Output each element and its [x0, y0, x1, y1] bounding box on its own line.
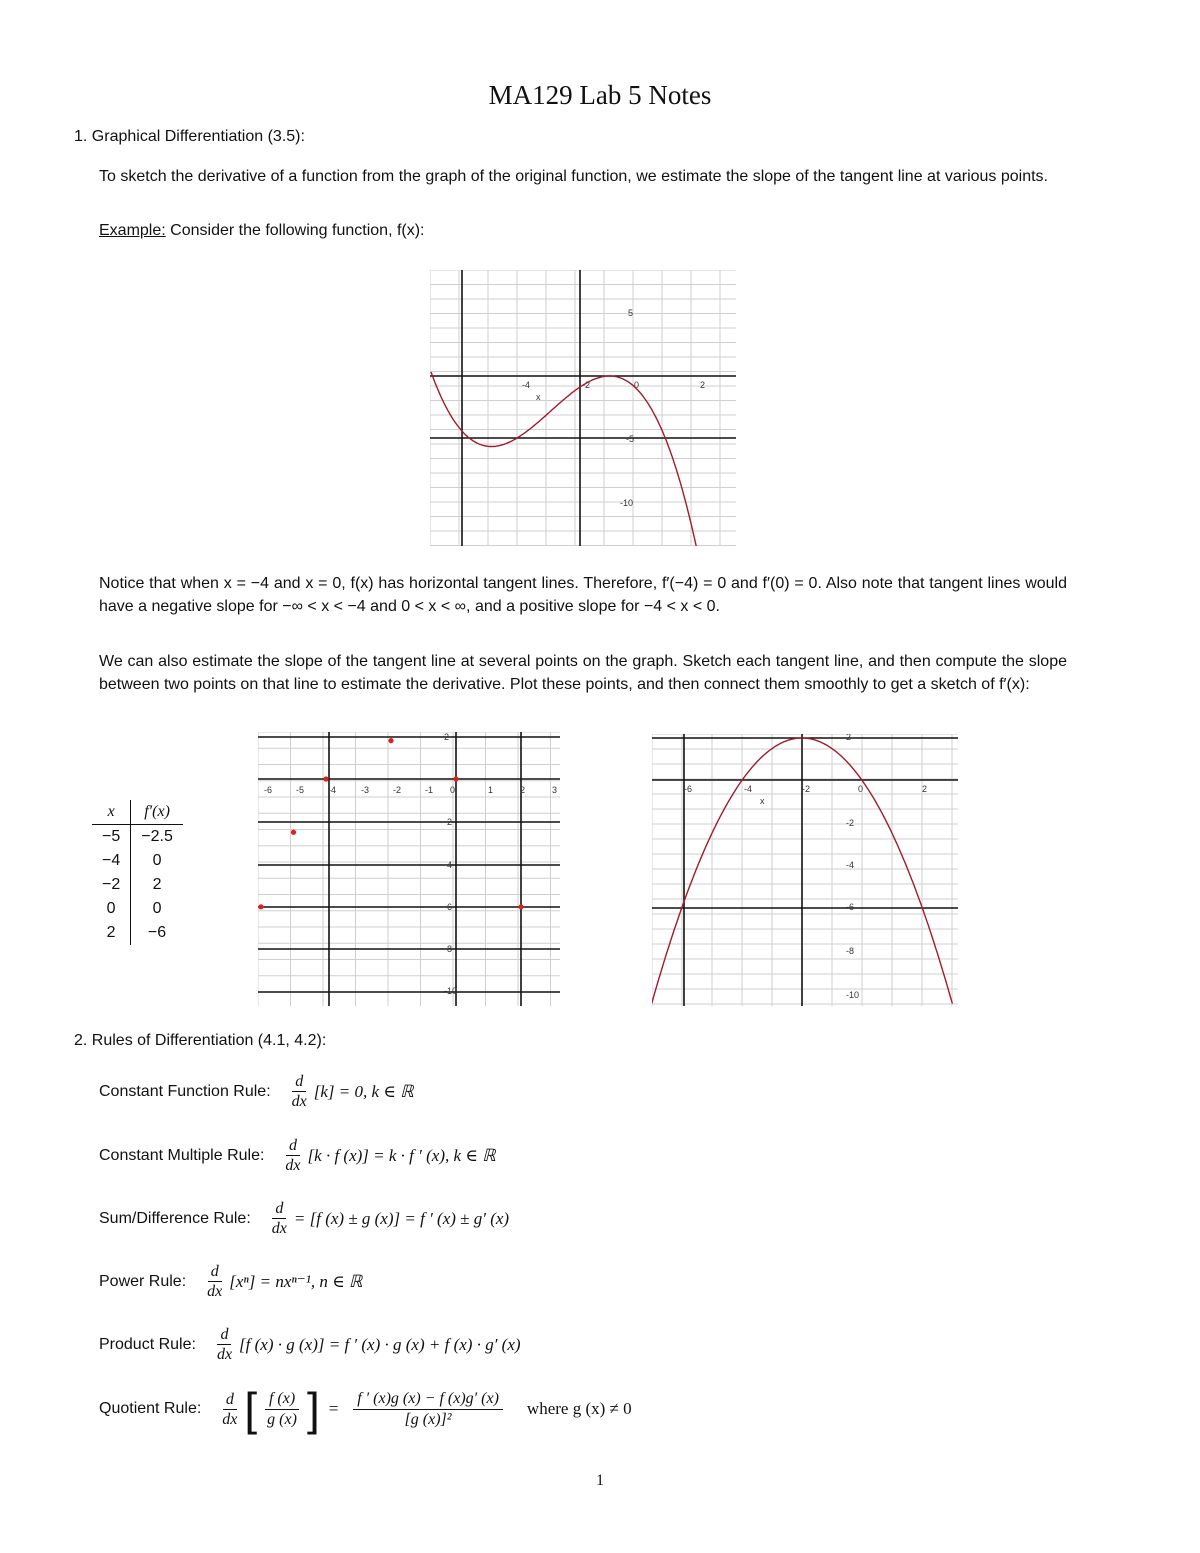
- dx-text: dx: [285, 1157, 301, 1174]
- tick-label: -5: [296, 785, 305, 795]
- graph-derivative-points: [258, 732, 560, 1006]
- table-cell: 0: [152, 900, 162, 917]
- tick-label: -1: [425, 785, 434, 795]
- tick-label: -6: [684, 784, 693, 794]
- equals-sign: =: [327, 1399, 340, 1418]
- graph-f-of-x: [430, 270, 736, 546]
- rule-expression: = [f (x) ± g (x)] = f ′ (x) ± g′ (x): [293, 1208, 510, 1228]
- table-cell: −4: [92, 849, 131, 873]
- d-text: d: [217, 1325, 231, 1345]
- page-number: 1: [596, 1472, 604, 1489]
- tick-label: -8: [444, 944, 453, 954]
- d-text: d: [286, 1136, 300, 1156]
- tick-label: 2: [846, 734, 852, 742]
- tick-label: x: [760, 796, 765, 806]
- tick-label: 0: [450, 785, 456, 795]
- tick-label: -8: [846, 946, 855, 956]
- table-row: [92, 897, 183, 921]
- inner-denominator: g (x): [267, 1410, 297, 1428]
- data-point: [388, 738, 393, 743]
- tick-label: -2: [846, 818, 855, 828]
- rule-sum-difference: [99, 1199, 509, 1238]
- tick-label: -6: [444, 902, 453, 912]
- rule-label: Power Rule:: [99, 1272, 187, 1290]
- left-bracket: [: [244, 1383, 258, 1435]
- data-point: [323, 776, 328, 781]
- tick-label: -6: [264, 785, 273, 795]
- tick-label: -5: [626, 434, 635, 444]
- ddx-operator: [269, 1199, 290, 1238]
- tick-label: 3: [552, 785, 558, 795]
- notice-paragraph: Notice that when x = −4 and x = 0, f(x) has horizontal tangent lines. Therefore, f′(−4) = 0 and f′(0) = 0. Also note that tangent lines would have a negative slope for −∞ < x < −4 and 0 < x < ∞, and a positive slope for −4 < x < 0.: [99, 575, 1067, 615]
- dx-text: dx: [222, 1410, 238, 1428]
- rule-label: Constant Function Rule:: [99, 1082, 271, 1100]
- rule-expression: [f (x) · g (x)] = f ′ (x) · g (x) + f (x) · g′ (x): [239, 1334, 521, 1354]
- rule-label: Quotient Rule:: [99, 1400, 202, 1417]
- table-cell: 2: [152, 876, 162, 893]
- tick-label: 2: [520, 785, 526, 795]
- table-cell: −5: [92, 825, 131, 850]
- table-cell: 0: [152, 852, 162, 869]
- tick-label: -2: [582, 380, 591, 390]
- tick-label: 0: [858, 784, 864, 794]
- example-text: Consider the following function, f(x):: [170, 222, 425, 239]
- section-1-intro: To sketch the derivative of a function from the graph of the original function, we estimate the slope of the tangent line at various points.: [99, 168, 1048, 185]
- inner-numerator: f (x): [265, 1389, 299, 1410]
- rule-power: [99, 1262, 362, 1301]
- example-line: [99, 219, 1067, 242]
- tick-label: 2: [444, 732, 450, 742]
- data-point: [258, 904, 263, 909]
- rule-expression: [k] = 0, k ∈ ℝ: [313, 1081, 414, 1101]
- table-row: [92, 849, 183, 873]
- section-1-heading: 1. Graphical Differentiation (3.5):: [74, 128, 305, 145]
- table-cell: −2: [92, 873, 131, 897]
- right-bracket: ]: [306, 1383, 320, 1435]
- d-text: d: [292, 1072, 306, 1092]
- tick-label: -4: [328, 785, 337, 795]
- tick-label: x: [536, 392, 541, 402]
- tick-label: -6: [846, 902, 855, 912]
- d-text: d: [223, 1390, 237, 1410]
- dx-text: dx: [216, 1346, 233, 1363]
- rule-quotient: [99, 1383, 632, 1435]
- table-row: [92, 921, 183, 945]
- rule-product: [99, 1325, 521, 1364]
- tick-label: -10: [846, 990, 860, 1000]
- quotient-condition: where g (x) ≠ 0: [526, 1399, 632, 1418]
- d-text: d: [272, 1199, 286, 1219]
- table-cell: −2.5: [141, 828, 173, 845]
- tick-label: -2: [444, 817, 453, 827]
- dx-text: dx: [291, 1093, 307, 1110]
- inner-fraction: [263, 1389, 301, 1430]
- derivative-table: [92, 800, 183, 945]
- estimate-paragraph: We can also estimate the slope of the tangent line at several points on the graph. Sketch each tangent line, and then compute the slope between two points on that line to estimate the derivative. Plot these points, and then connect them smoothly to get a sketch of f′(x):: [99, 653, 1067, 693]
- section-2-heading: 2. Rules of Differentiation (4.1, 4.2):: [74, 1032, 327, 1049]
- ddx-operator: [204, 1262, 225, 1301]
- tick-label: -4: [744, 784, 753, 794]
- tick-label: -3: [361, 785, 370, 795]
- quotient-fraction: [353, 1389, 503, 1430]
- tick-label: 2: [922, 784, 928, 794]
- table-row: [92, 825, 183, 850]
- rule-expression: [xⁿ] = nxⁿ⁻¹, n ∈ ℝ: [229, 1271, 363, 1291]
- graph-derivative-curve: [652, 734, 958, 1006]
- tick-label: -4: [846, 860, 855, 870]
- data-point: [291, 830, 296, 835]
- table-row: [92, 873, 183, 897]
- example-label: Example:: [99, 222, 166, 239]
- tick-label: 2: [700, 380, 706, 390]
- tick-label: -2: [393, 785, 402, 795]
- rule-constant-multiple: [99, 1136, 496, 1175]
- table-cell: 0: [92, 897, 131, 921]
- ddx-operator: [289, 1072, 310, 1111]
- rule-label: Product Rule:: [99, 1335, 196, 1353]
- ddx-operator: [282, 1136, 303, 1175]
- tick-label: -10: [620, 498, 634, 508]
- tick-label: 0: [634, 380, 640, 390]
- dx-text: dx: [271, 1220, 287, 1237]
- rule-constant-function: [99, 1072, 414, 1111]
- data-point: [453, 776, 458, 781]
- table-header-row: [92, 800, 183, 825]
- quotient-numerator: f ′ (x)g (x) − f (x)g′ (x): [353, 1389, 503, 1410]
- table-cell: −6: [147, 924, 167, 941]
- tick-label: -10: [444, 986, 458, 996]
- rule-label: Sum/Difference Rule:: [99, 1209, 251, 1227]
- page-title: MA129 Lab 5 Notes: [488, 80, 712, 110]
- tick-label: -4: [522, 380, 531, 390]
- ddx-operator: [214, 1325, 235, 1364]
- tick-label: -2: [802, 784, 811, 794]
- tick-label: 1: [488, 785, 494, 795]
- quotient-denominator: [g (x)]²: [404, 1410, 452, 1428]
- dx-text: dx: [207, 1283, 223, 1300]
- table-cell: 2: [92, 921, 131, 945]
- tick-label: 5: [628, 308, 634, 318]
- rule-expression: [k · f (x)] = k · f ′ (x), k ∈ ℝ: [307, 1145, 496, 1165]
- table-header-fprime: f′(x): [131, 800, 183, 825]
- d-text: d: [208, 1262, 222, 1282]
- table-header-x: x: [92, 800, 131, 825]
- ddx-operator: [219, 1390, 240, 1429]
- tick-label: -4: [444, 860, 453, 870]
- rule-label: Constant Multiple Rule:: [99, 1146, 265, 1164]
- data-point: [518, 904, 523, 909]
